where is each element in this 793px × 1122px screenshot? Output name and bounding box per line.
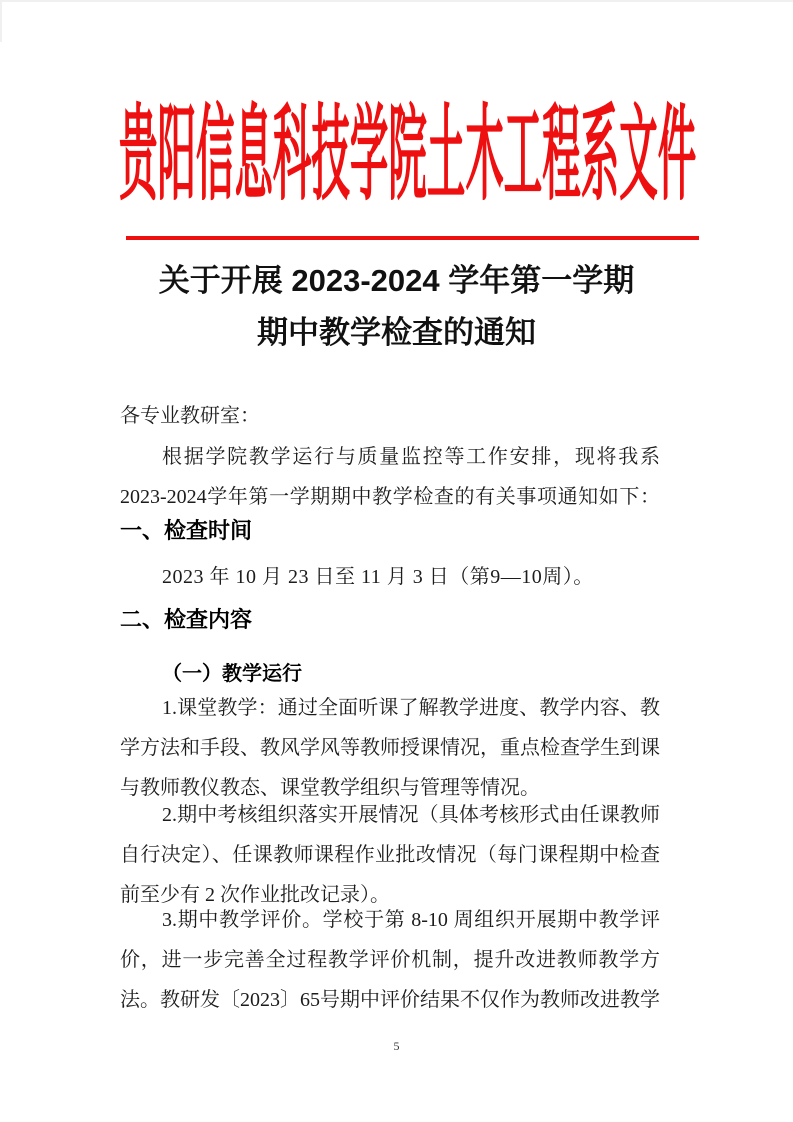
paragraph-3-line-3: 法。教研发〔2023〕65号期中评价结果不仅作为教师改进教学 [120, 989, 660, 1011]
section-2-heading: 二、检查内容 [120, 607, 253, 632]
document-title-line2: 期中教学检查的通知 [257, 315, 536, 350]
page-number: 5 [393, 1039, 400, 1053]
paragraph-3-line-1: 3.期中教学评价。学校于第 8-10 周组织开展期中教学评 [162, 909, 660, 931]
section-1-heading: 一、检查时间 [120, 518, 253, 543]
document-title-line1: 关于开展 2023-2024 学年第一学期 [158, 263, 635, 298]
scan-edge-artifact-top [0, 0, 793, 2]
paragraph-1-line-3: 与教师教仪教态、课堂教学组织与管理等情况。 [120, 777, 540, 799]
paragraph-2-line-3: 前至少有 2 次作业批改记录）。 [120, 884, 390, 906]
subsection-1-heading: （一）教学运行 [162, 663, 302, 685]
section-1-date-line: 2023 年 10 月 23 日至 11 月 3 日（第9—10周）。 [162, 566, 594, 588]
letterhead-banner [119, 97, 701, 213]
letterhead-text: 贵阳信息科技学院土木工程系文件 [119, 97, 697, 213]
intro-line-1: 根据学院教学运行与质量监控等工作安排，现将我系 [162, 446, 660, 468]
paragraph-2-line-2: 自行决定）、任课教师课程作业批改情况（每门课程期中检查 [120, 844, 660, 866]
paragraph-1-line-2: 学方法和手段、教风学风等教师授课情况，重点检查学生到课 [120, 737, 660, 759]
intro-line-2: 2023-2024学年第一学期期中教学检查的有关事项通知如下： [120, 486, 660, 508]
paragraph-1-line-1: 1.课堂教学：通过全面听课了解教学进度、教学内容、教 [162, 697, 660, 719]
scan-edge-artifact-left [0, 0, 2, 42]
paragraph-3-line-2: 价，进一步完善全过程教学评价机制，提升改进教师教学方 [120, 949, 660, 971]
paragraph-2-line-1: 2.期中考核组织落实开展情况（具体考核形式由任课教师 [162, 804, 660, 826]
red-divider-rule [126, 236, 699, 240]
salutation: 各专业教研室： [120, 405, 260, 427]
